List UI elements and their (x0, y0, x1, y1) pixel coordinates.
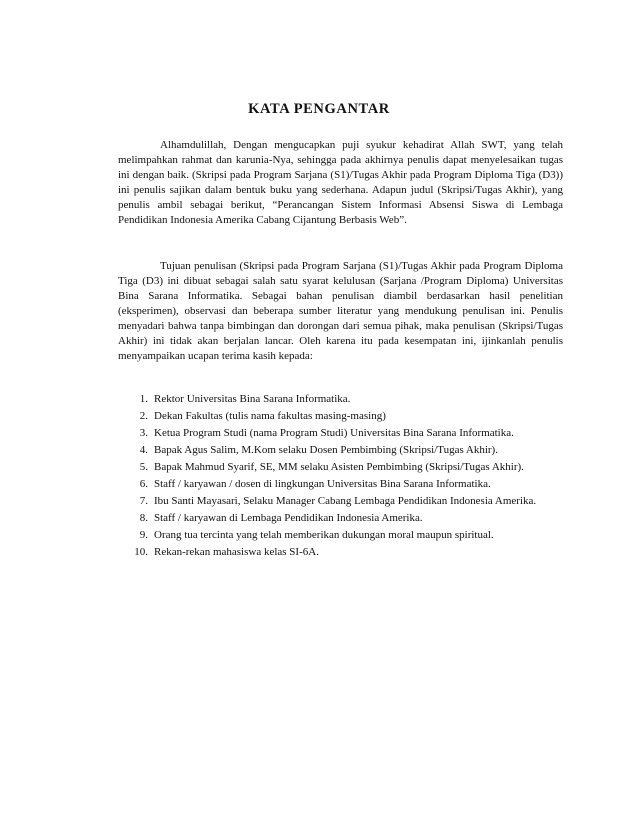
list-item-text: Ibu Santi Mayasari, Selaku Manager Cabang Lembaga Pendidikan Indonesia Amerika. (154, 495, 537, 507)
list-item-number: 10. (134, 546, 148, 558)
list-item (118, 528, 563, 543)
list-item-number: 4. (139, 444, 148, 456)
list-item (118, 494, 563, 509)
list-item (118, 477, 563, 492)
paragraph-2: Tujuan penulisan (Skripsi pada Program Sarjana (S1)/Tugas Akhir pada Program Diploma Tiga (D3) ini dibuat sebagai salah satu syarat kelulusan (Sarjana /Program Diploma) Universitas Bina Sarana Informatika. Sebagai bahan penulisan diambil berdasarkan hasil penelitian (eksperimen), observasi dan beberapa sumber literatur yang mendukung penulisan ini. Penulis menyadari bahwa tanpa bimbingan dan dorongan dari semua pihak, maka penulisan (Skripsi/Tugas Akhir) ini tidak akan berjalan lancar. Oleh karena itu pada kesempatan ini, ijinkanlah penulis menyampaikan ucapan terima kasih kepada: (118, 260, 563, 362)
list-item-text: Dekan Fakultas (tulis nama fakultas masing-masing) (154, 410, 386, 422)
list-item (118, 460, 563, 475)
list-item-number: 9. (139, 529, 148, 541)
list-item (118, 392, 563, 407)
thanks-list (118, 392, 563, 562)
list-item-text: Orang tua tercinta yang telah memberikan dukungan moral maupun spiritual. (154, 529, 494, 541)
list-item (118, 426, 563, 441)
list-item-text: Rektor Universitas Bina Sarana Informatika. (154, 393, 351, 405)
list-item-number: 1. (139, 393, 148, 405)
list-item (118, 545, 563, 560)
list-item-text: Ketua Program Studi (nama Program Studi) Universitas Bina Sarana Informatika. (154, 427, 514, 439)
list-item-text: Staff / karyawan di Lembaga Pendidikan Indonesia Amerika. (154, 512, 423, 524)
list-item-number: 5. (139, 461, 148, 473)
page-title: KATA PENGANTAR (248, 101, 390, 117)
paragraph-block-2 (118, 259, 563, 364)
list-item (118, 409, 563, 424)
list-item-text: Bapak Agus Salim, M.Kom selaku Dosen Pembimbing (Skripsi/Tugas Akhir). (154, 444, 498, 456)
list-item-number: 6. (139, 478, 148, 490)
list-item-text: Rekan-rekan mahasiswa kelas SI-6A. (154, 546, 319, 558)
paragraph-block-1 (118, 138, 563, 228)
list-item-text: Bapak Mahmud Syarif, SE, MM selaku Asisten Pembimbing (Skripsi/Tugas Akhir). (154, 461, 524, 473)
paragraph-1: Alhamdulillah, Dengan mengucapkan puji syukur kehadirat Allah SWT, yang telah melimpahkan rahmat dan karunia-Nya, sehingga pada akhirnya penulis dapat menyelesaikan tugas ini dengan baik. (Skripsi pada Program Sarjana (S1)/Tugas Akhir pada Program Diploma Tiga (D3)) ini penulis sajikan dalam bentuk buku yang sederhana. Adapun judul (Skripsi/Tugas Akhir), yang penulis ambil sebagai berikut, “Perancangan Sistem Informasi Absensi Siswa di Lembaga Pendidikan Indonesia Amerika Cabang Cijantung Berbasis Web”. (118, 139, 563, 226)
list-item (118, 511, 563, 526)
list-item-number: 7. (139, 495, 148, 507)
list-item (118, 443, 563, 458)
list-item-text: Staff / karyawan / dosen di lingkungan Universitas Bina Sarana Informatika. (154, 478, 491, 490)
list-item-number: 8. (139, 512, 148, 524)
list-item-number: 3. (139, 427, 148, 439)
list-item-number: 2. (139, 410, 148, 422)
